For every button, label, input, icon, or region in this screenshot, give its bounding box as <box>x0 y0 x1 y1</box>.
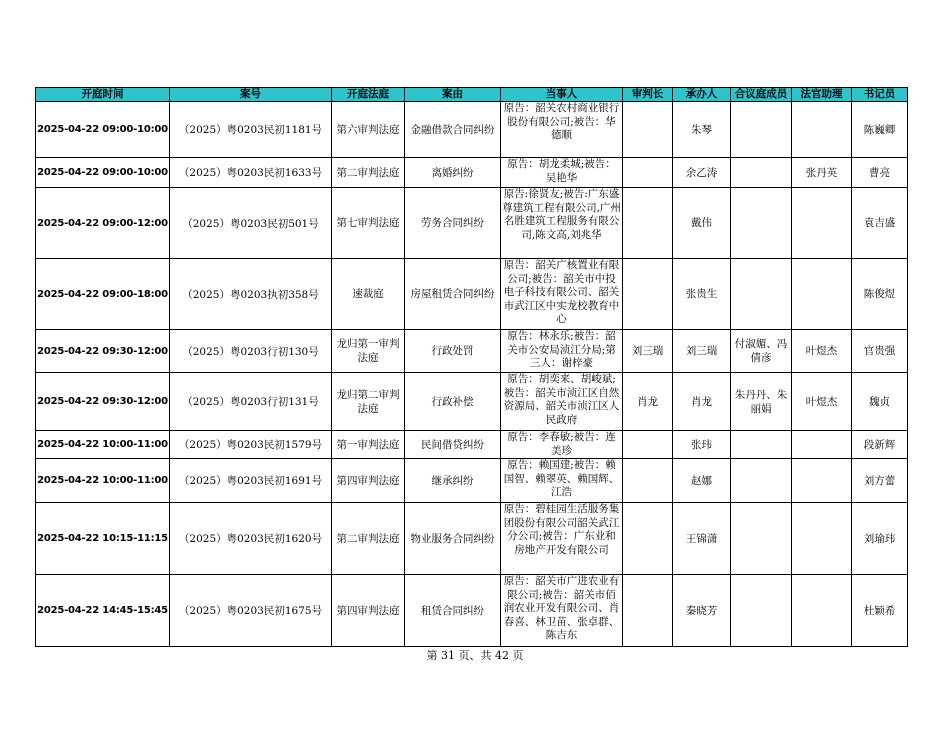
table-row <box>36 431 908 459</box>
case-number-cell: （2025）粤0203民初1181号 <box>170 102 332 158</box>
case-number-cell: （2025）粤0203民初1675号 <box>170 575 332 647</box>
time-cell: 2025-04-22 09:30-12:00 <box>36 373 170 431</box>
panel-members-cell <box>731 575 792 647</box>
cause-cell: 租赁合同纠纷 <box>405 575 501 647</box>
clerk-cell: 陈巍卿 <box>852 102 908 158</box>
judge-assistant-cell <box>792 431 852 459</box>
judge-assistant-cell <box>792 503 852 575</box>
table-row <box>36 575 908 647</box>
court-cell: 龙归第一审判法庭 <box>332 330 405 373</box>
panel-members-cell <box>731 431 792 459</box>
presiding-judge-cell <box>623 259 673 330</box>
panel-members-cell <box>731 459 792 503</box>
handler-cell: 余乙涛 <box>673 158 731 188</box>
header-cell: 审判长 <box>623 88 673 102</box>
panel-members-cell <box>731 102 792 158</box>
court-cell: 第二审判法庭 <box>332 503 405 575</box>
presiding-judge-cell: 刘三瑞 <box>623 330 673 373</box>
panel-members-cell <box>731 188 792 259</box>
handler-cell: 戴伟 <box>673 188 731 259</box>
clerk-cell: 官贵强 <box>852 330 908 373</box>
case-number-cell: （2025）粤0203民初1691号 <box>170 459 332 503</box>
court-cell: 第二审判法庭 <box>332 158 405 188</box>
handler-cell: 王锦潇 <box>673 503 731 575</box>
presiding-judge-cell <box>623 158 673 188</box>
header-cell: 书记员 <box>852 88 908 102</box>
clerk-cell: 曹亮 <box>852 158 908 188</box>
case-number-cell: （2025）粤0203民初1620号 <box>170 503 332 575</box>
cause-cell: 金融借款合同纠纷 <box>405 102 501 158</box>
handler-cell: 刘三瑞 <box>673 330 731 373</box>
judge-assistant-cell: 叶煜杰 <box>792 373 852 431</box>
court-cell: 第四审判法庭 <box>332 459 405 503</box>
clerk-cell: 杜颖希 <box>852 575 908 647</box>
table-row <box>36 330 908 373</box>
parties-cell: 原告：胡龙柔城;被告：吴艳华 <box>501 158 623 188</box>
judge-assistant-cell <box>792 259 852 330</box>
panel-members-cell <box>731 503 792 575</box>
panel-members-cell: 朱丹丹、朱丽娟 <box>731 373 792 431</box>
presiding-judge-cell <box>623 102 673 158</box>
table-row <box>36 158 908 188</box>
case-number-cell: （2025）粤0203民初1579号 <box>170 431 332 459</box>
header-cell: 承办人 <box>673 88 731 102</box>
judge-assistant-cell: 张丹英 <box>792 158 852 188</box>
time-cell: 2025-04-22 10:00-11:00 <box>36 459 170 503</box>
time-cell: 2025-04-22 09:00-10:00 <box>36 158 170 188</box>
time-cell: 2025-04-22 09:00-12:00 <box>36 188 170 259</box>
case-number-cell: （2025）粤0203行初130号 <box>170 330 332 373</box>
cause-cell: 物业服务合同纠纷 <box>405 503 501 575</box>
header-cell: 开庭时间 <box>36 88 170 102</box>
court-cell: 龙归第二审判法庭 <box>332 373 405 431</box>
handler-cell: 秦晓芳 <box>673 575 731 647</box>
handler-cell: 朱琴 <box>673 102 731 158</box>
case-number-cell: （2025）粤0203行初131号 <box>170 373 332 431</box>
parties-cell: 原告：李春敏;被告：连美珍 <box>501 431 623 459</box>
clerk-cell: 魏贞 <box>852 373 908 431</box>
parties-cell: 原告:徐贤友;被告:广东盛尊建筑工程有限公司,广州名胜建筑工程服务有限公司,陈文高,刘兆华 <box>501 188 623 259</box>
panel-members-cell <box>731 158 792 188</box>
presiding-judge-cell <box>623 503 673 575</box>
judge-assistant-cell: 叶煜杰 <box>792 330 852 373</box>
presiding-judge-cell <box>623 188 673 259</box>
time-cell: 2025-04-22 14:45-15:45 <box>36 575 170 647</box>
parties-cell: 原告：韶关市广进农业有限公司;被告：韶关市佰润农业开发有限公司、肖春喜、林卫苗、张卓群、陈吉东 <box>501 575 623 647</box>
header-cell: 当事人 <box>501 88 623 102</box>
table-row <box>36 259 908 330</box>
hearing-schedule-table <box>35 87 908 647</box>
parties-cell: 原告：林永乐;被告：韶关市公安局浈江分局;第三人：谢梓豪 <box>501 330 623 373</box>
judge-assistant-cell <box>792 575 852 647</box>
table-row <box>36 102 908 158</box>
court-cell: 第一审判法庭 <box>332 431 405 459</box>
case-number-cell: （2025）粤0203执初358号 <box>170 259 332 330</box>
table-row <box>36 188 908 259</box>
presiding-judge-cell <box>623 431 673 459</box>
clerk-cell: 袁吉盛 <box>852 188 908 259</box>
presiding-judge-cell <box>623 575 673 647</box>
table-row <box>36 503 908 575</box>
cause-cell: 劳务合同纠纷 <box>405 188 501 259</box>
presiding-judge-cell: 肖龙 <box>623 373 673 431</box>
cause-cell: 行政补偿 <box>405 373 501 431</box>
court-cell: 第六审判法庭 <box>332 102 405 158</box>
cause-cell: 房屋租赁合同纠纷 <box>405 259 501 330</box>
header-cell: 合议庭成员 <box>731 88 792 102</box>
court-cell: 速裁庭 <box>332 259 405 330</box>
judge-assistant-cell <box>792 188 852 259</box>
judge-assistant-cell <box>792 102 852 158</box>
handler-cell: 张玮 <box>673 431 731 459</box>
panel-members-cell: 付淑媚、冯倩彦 <box>731 330 792 373</box>
cause-cell: 离婚纠纷 <box>405 158 501 188</box>
header-cell: 开庭法庭 <box>332 88 405 102</box>
header-cell: 案号 <box>170 88 332 102</box>
cause-cell: 行政处罚 <box>405 330 501 373</box>
clerk-cell: 陈俊煜 <box>852 259 908 330</box>
table-row <box>36 373 908 431</box>
cause-cell: 民间借贷纠纷 <box>405 431 501 459</box>
header-cell: 法官助理 <box>792 88 852 102</box>
clerk-cell: 段新辉 <box>852 431 908 459</box>
time-cell: 2025-04-22 10:00-11:00 <box>36 431 170 459</box>
presiding-judge-cell <box>623 459 673 503</box>
parties-cell: 原告：韶关广核置业有限公司;被告：韶关市中投电子科技有限公司、韶关市武江区中实龙校教育中心 <box>501 259 623 330</box>
court-cell: 第四审判法庭 <box>332 575 405 647</box>
header-cell: 案由 <box>405 88 501 102</box>
time-cell: 2025-04-22 09:00-10:00 <box>36 102 170 158</box>
parties-cell: 原告：赖国建;被告：赖国智、赖翠英、赖国辉、江浩 <box>501 459 623 503</box>
handler-cell: 肖龙 <box>673 373 731 431</box>
page-number: 第 31 页、共 42 页 <box>426 649 524 662</box>
time-cell: 2025-04-22 09:30-12:00 <box>36 330 170 373</box>
parties-cell: 原告：韶关农村商业银行股份有限公司;被告：华德顺 <box>501 102 623 158</box>
time-cell: 2025-04-22 09:00-18:00 <box>36 259 170 330</box>
case-number-cell: （2025）粤0203民初1633号 <box>170 158 332 188</box>
table-header-row <box>36 88 908 102</box>
judge-assistant-cell <box>792 459 852 503</box>
table-row <box>36 459 908 503</box>
clerk-cell: 刘瑜玮 <box>852 503 908 575</box>
handler-cell: 张贵生 <box>673 259 731 330</box>
court-cell: 第七审判法庭 <box>332 188 405 259</box>
parties-cell: 原告：碧桂园生活服务集团股份有限公司韶关武江分公司;被告：广东业和房地产开发有限公司 <box>501 503 623 575</box>
parties-cell: 原告：胡奕来、胡峻斌;被告：韶关市浈江区自然资源局、韶关市浈江区人民政府 <box>501 373 623 431</box>
case-number-cell: （2025）粤0203民初501号 <box>170 188 332 259</box>
clerk-cell: 刘方蕾 <box>852 459 908 503</box>
panel-members-cell <box>731 259 792 330</box>
time-cell: 2025-04-22 10:15-11:15 <box>36 503 170 575</box>
handler-cell: 赵娜 <box>673 459 731 503</box>
cause-cell: 继承纠纷 <box>405 459 501 503</box>
